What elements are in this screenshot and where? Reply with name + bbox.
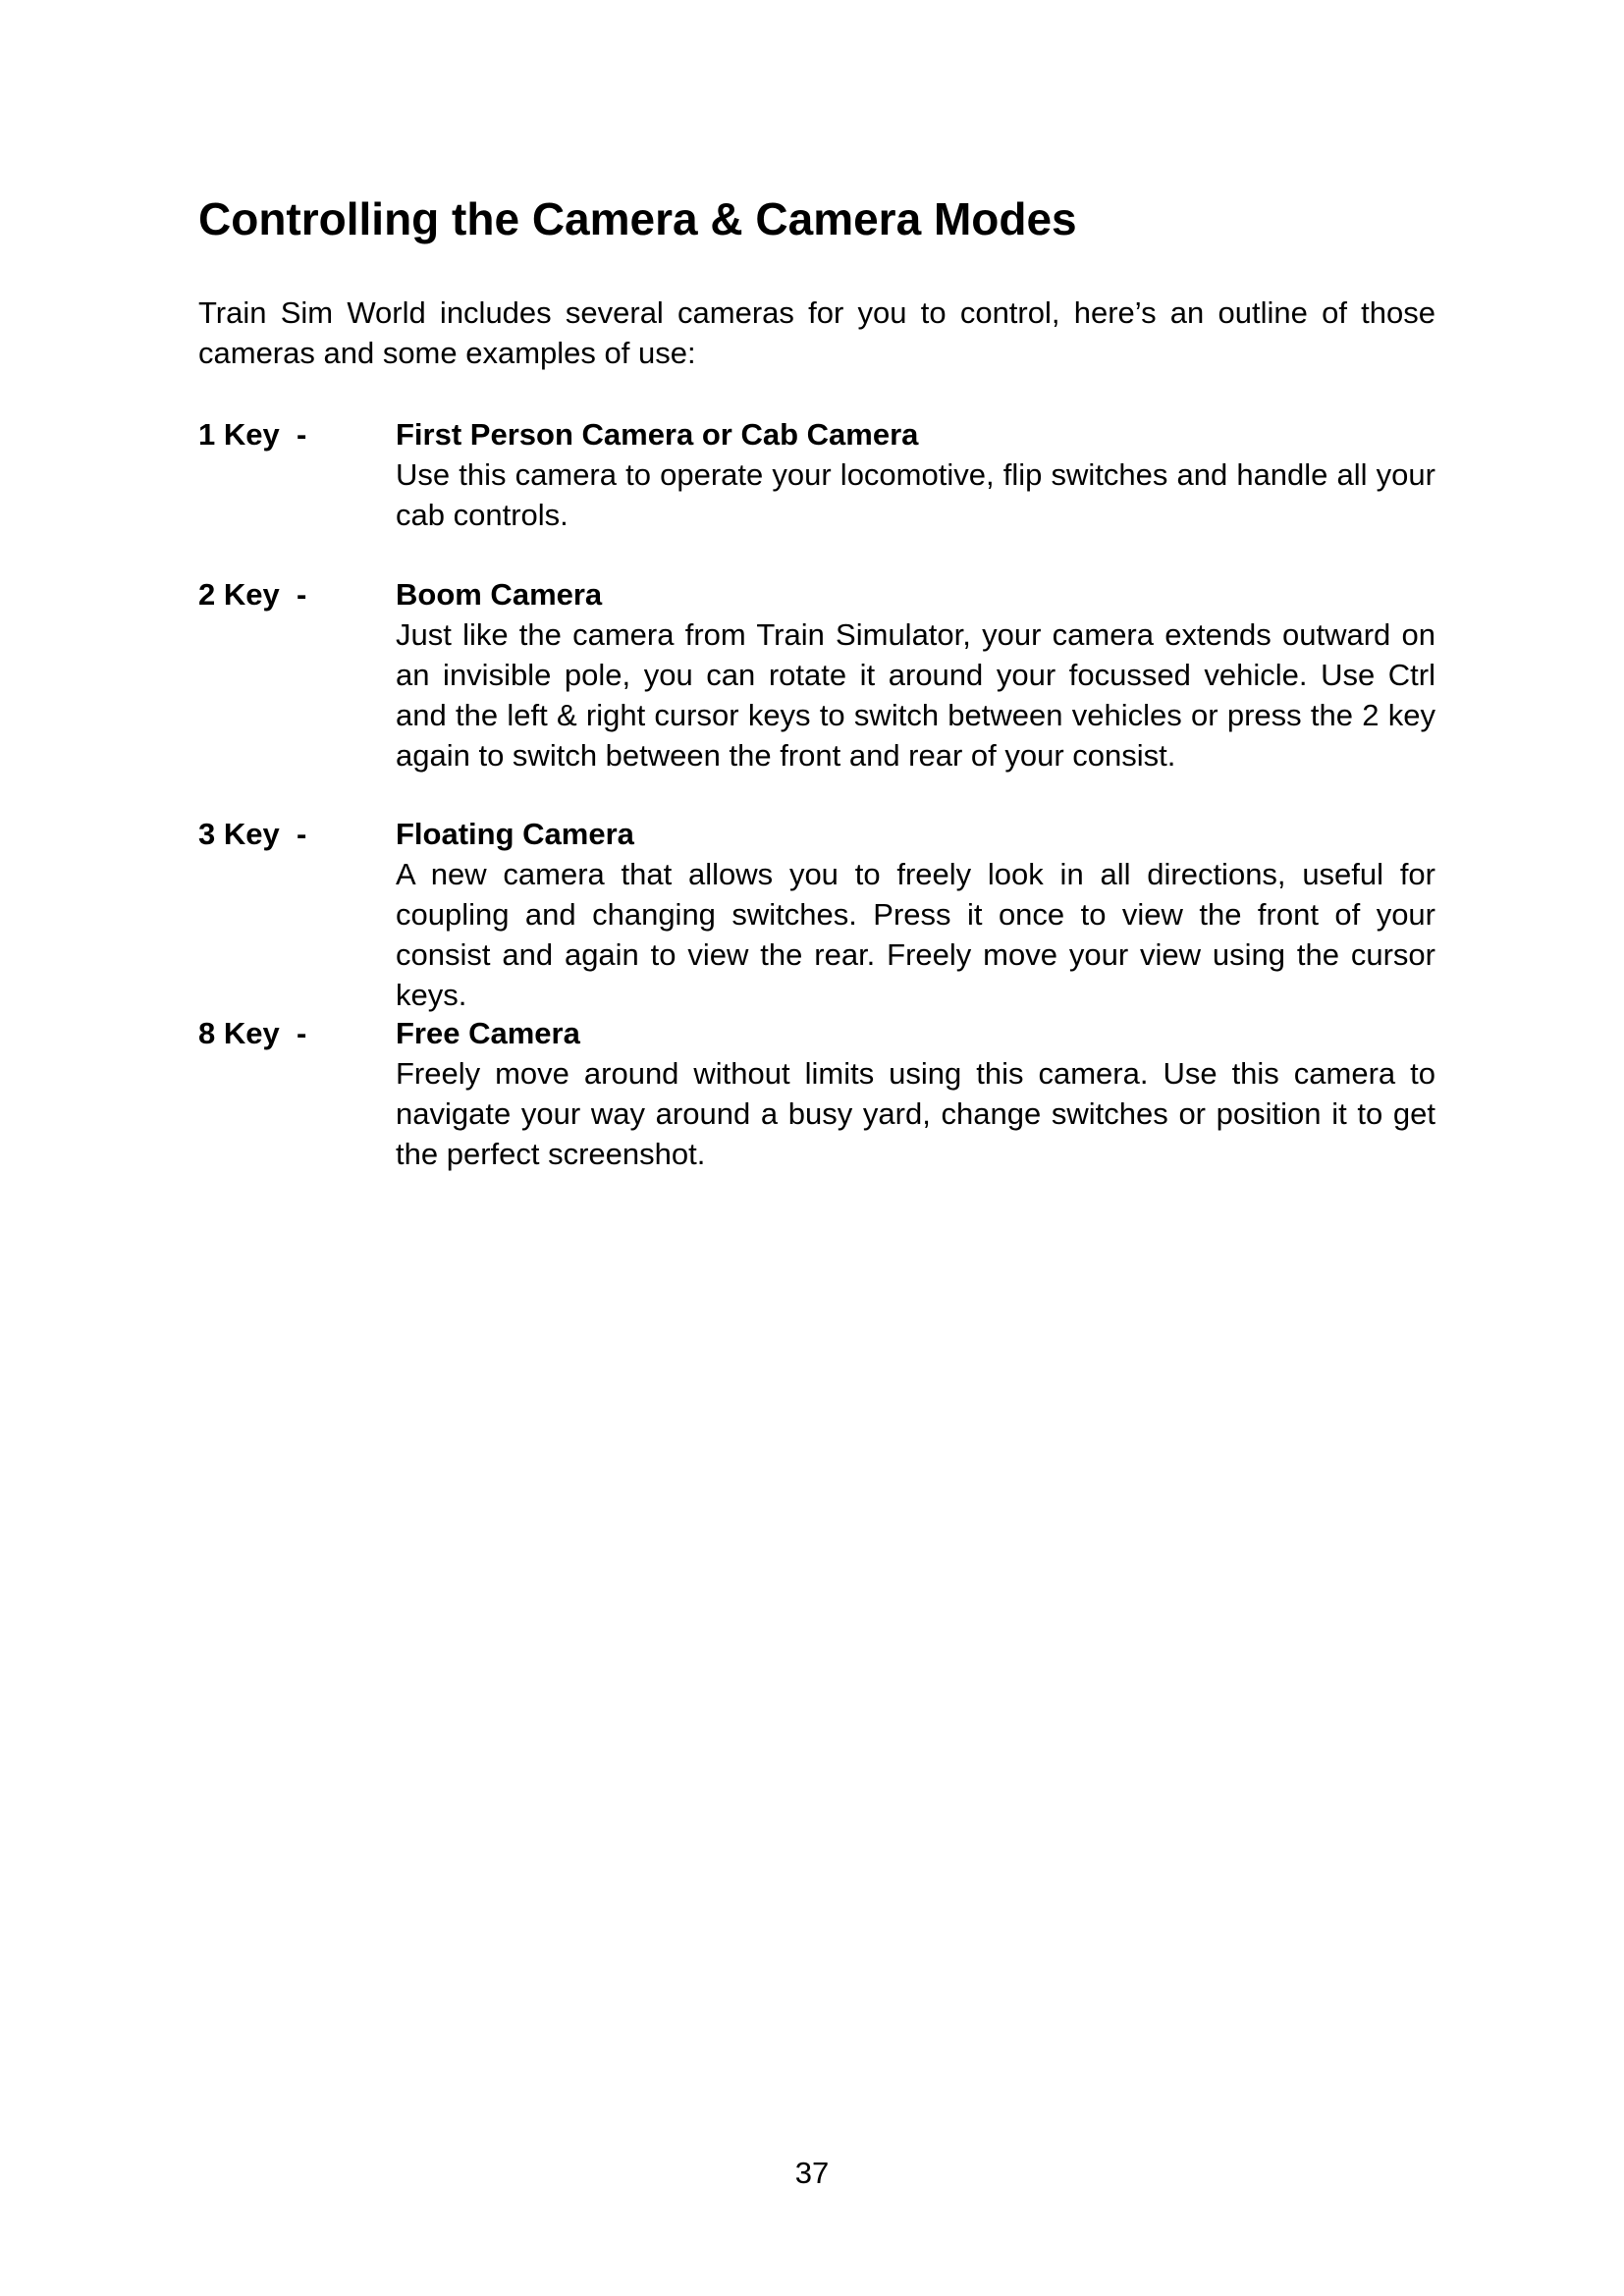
intro-paragraph: Train Sim World includes several cameras for you to control, here’s an outline of those cameras and some examples of use: — [198, 295, 1435, 370]
key-body — [396, 1013, 1435, 1174]
key-label: 1 Key - — [198, 417, 307, 452]
key-body — [396, 414, 1435, 535]
key-description: Freely move around without limits using this camera. Use this camera to navigate your way around a busy yard, change switches or position it to get the perfect screenshot. — [396, 1056, 1435, 1171]
key-body — [396, 574, 1435, 775]
key-heading: Boom Camera — [396, 577, 603, 612]
key-heading: Free Camera — [396, 1016, 580, 1050]
key-body — [396, 814, 1435, 1015]
key-label: 3 Key - — [198, 817, 307, 851]
page-title: Controlling the Camera & Camera Modes — [198, 193, 1077, 244]
key-description: Use this camera to operate your locomotive, flip switches and handle all your cab controls. — [396, 457, 1435, 532]
key-description: A new camera that allows you to freely look in all directions, useful for coupling and changing switches. Press it once to view the front of your consist and again to view the rear. Freely move your view using the cursor keys. — [396, 857, 1435, 1012]
key-heading: First Person Camera or Cab Camera — [396, 417, 919, 452]
key-label: 2 Key - — [198, 577, 307, 612]
key-label: 8 Key - — [198, 1016, 307, 1050]
key-description: Just like the camera from Train Simulator, your camera extends outward on an invisible pole, you can rotate it around your focussed vehicle. Use Ctrl and the left & right cursor keys to switch between vehicles or press the 2 key again to switch between the front and rear of your consist. — [396, 617, 1435, 773]
page-number: 37 — [794, 2156, 830, 2190]
key-heading: Floating Camera — [396, 817, 634, 851]
